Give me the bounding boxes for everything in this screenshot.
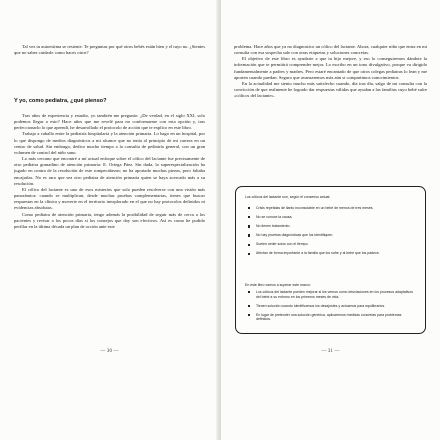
paragraph: problema. Hace años que ya no diagnostico un cólico del lactante. Ahora, cualquier niño que entra en mi consulta con esa sospecha sale con otras etiquetas y soluciones concretas. (234, 44, 427, 56)
paragraph: Trabajo a caballo entre la pediatría hospitalaria y la atención primaria. Lo hago en un hospital, por lo que dispongo de medios diagnósticos a mi alcance que no tenía al principio de mi carrera en un centro de salud. Sin embargo, dedico mucho tiempo a la consulta de pediatría general, con un gran volumen de control del niño sano. (14, 131, 205, 155)
right-body-block (234, 44, 427, 99)
list-item (247, 242, 417, 247)
box-subtitle: En este libro vamos a superar este marco: (245, 283, 311, 287)
page-number: — 30 — (100, 349, 119, 354)
summary-box (235, 186, 426, 334)
bullet-icon (248, 216, 250, 218)
left-page (0, 0, 219, 440)
paragraph: El cólico del lactante es uno de esos misterios que solo pueden resolverse con una visión más panorámica: cuando se multiplican, desde muchas pruebas complementarias, tienes que buscar respuestas en la clínica y moverte en el territorio inexplorado en el que no hay protocolos definidos ni evidencias absolutas. (14, 186, 205, 211)
list-item-text: No hay pruebas diagnósticas que los identifiquen. (256, 233, 334, 238)
list-item (247, 304, 417, 309)
box-title: Los cólicos del lactante son, según el consenso actual: (245, 195, 331, 199)
list-item (247, 251, 417, 256)
list-item-text: Afectan de forma importante a la familia que los sufre y al bebé que los padece. (256, 251, 380, 256)
bullet-icon (248, 291, 250, 293)
list-item-text: No se conoce la causa. (256, 215, 293, 220)
bullet-icon (248, 207, 250, 209)
left-intro-block (14, 44, 205, 56)
list-item (247, 224, 417, 229)
list-item (247, 206, 417, 211)
consensus-list (247, 206, 417, 261)
left-body-block (14, 113, 205, 230)
bullet-icon (248, 234, 250, 236)
bullet-icon (248, 305, 250, 307)
paragraph: El objetivo de este libro es ayudarte a que tu hijo mejore, y eso lo conseguiremos dándote la información que te permitirá comprender mejor. Lo escribo en un tono divulgativo, porque va dirigido fundamentalmente a padres y madres. Pero estaré encantado de que otros colegas pediatras lo lean y me aporten cuando puedan. Seguro que avanzaremos más aún si compartimos conocimientos. (234, 56, 427, 80)
bullet-icon (248, 225, 250, 227)
paragraph: Como pediatra de atención primaria, tengo además la posibilidad de seguir más de cerca a los pacientes y revisar a los pocos días si los consejos que doy son efectivos. Así es como he podido perfilar en la última década un plan de acción ante este (14, 211, 205, 229)
bullet-icon (248, 244, 250, 246)
paragraph: En la actualidad me siento mucho más satisfecho cuando, día tras día, salgo de mi consulta con la convicción de que realmente he logrado dar respuestas válidas que ayudan a las familias cuyo bebé sufre «cólicos del lactante». (234, 80, 427, 99)
page-number: — 31 — (321, 349, 340, 354)
list-item (247, 215, 417, 220)
bullet-icon (248, 253, 250, 255)
list-item (247, 313, 417, 322)
list-item-text: Suelen ceder solos con el tiempo. (256, 242, 309, 247)
list-item-text: Crisis repetidas de llanto inconsolable en un bebé de menos de tres meses. (256, 206, 374, 210)
right-page (221, 0, 440, 440)
list-item-text: En lugar de pretender una solución genérica, aplicaremos medidas concretas para problemas definidos. (256, 312, 402, 322)
list-item-text: Tienen solución cuando identificamos los desajustes y actuamos para equilibrarlos. (256, 303, 386, 308)
list-item-text: No tienen tratamiento. (256, 224, 291, 229)
section-heading: Y yo, como pediatra, ¿qué pienso? (14, 98, 107, 104)
bullet-icon (248, 314, 250, 316)
paragraph: Lo más cercano que encontré a mí actual enfoque sobre el cólico del lactante fue precisamente de otro pediatra granadino de atención primaria: E. Ortega Páez. Sin duda, la superespecialización ha jugado en contra de la resolución de este rompecabezas; no ha aportado muchas piezas, pero faltaba encajarlas. No es raro que sea otro pediatra de atención primaria quien se haya acercado más a su resolución. (14, 156, 205, 186)
book-approach-list (247, 290, 417, 326)
paragraph: Tras años de experiencia y estudio, yo también me pregunto: ¿De verdad, en el siglo XXI, solo podemos llegar a esto? Hace años que me revelé para no conformarme con esta opción y, tras perfeccionarlo lo que aprendí, he desarrollado el protocolo de acción que te explico en este libro. (14, 113, 205, 131)
list-item (247, 233, 417, 238)
paragraph: Tal vez tu autoestima se resiente. Te preguntas por qué otros bebés están bien y el tuyo no. ¿Sientes que no sabes cuidarle como haces otros? (14, 44, 205, 56)
list-item-text: Los cólicos del lactante pueden mejorar si los vemos como desviaciones en los procesos adaptativos del bebé a su entorno en los primeros meses de vida. (256, 290, 414, 299)
list-item (247, 290, 417, 299)
